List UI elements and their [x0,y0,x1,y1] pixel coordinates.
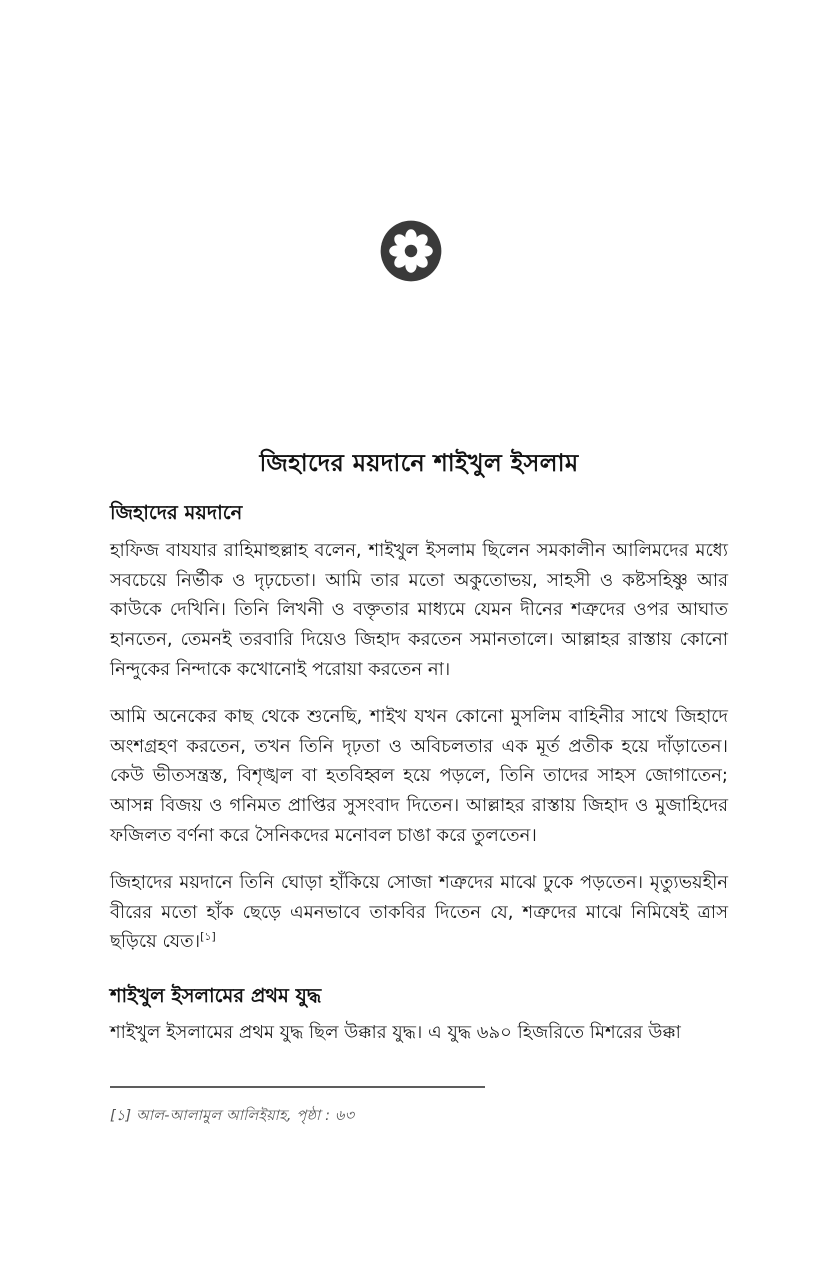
body-paragraph-text: জিহাদের ময়দানে তিনি ঘোড়া হাঁকিয়ে সোজা শত্রুদের মাঝে ঢুকে পড়তেন। মৃত্যুভয়হীন বীরের মতো হাঁক ছেড়ে এমনভাবে তাকবির দিতেন যে, শত্রুদের মাঝে নিমিষেই ত্রাস ছড়িয়ে যেত। [110,872,728,953]
footnote-reference-marker[interactable]: [১] [200,930,216,944]
footnote-area [110,1086,728,1128]
body-paragraph [110,868,728,957]
flower-wheel-ornament-icon [378,218,444,284]
ornament-container [0,218,822,284]
body-paragraph: হাফিজ বাযযার রাহিমাহুল্লাহ বলেন, শাইখুল ইসলাম ছিলেন সমকালীন আলিমদের মধ্যে সবচেয়ে নির্ভীক ও দৃঢ়চেতা। আমি তার মতো অকুতোভয়, সাহসী ও কষ্টসহিষ্ণু আর কাউকে দেখিনি। তিনি লিখনী ও বক্তৃতার মাধ্যমে যেমন দীনের শত্রুদের ওপর আঘাত হানতেন, তেমনই তরবারি দিয়েও জিহাদ করতেন সমানতালে। আল্লাহর রাস্তায় কোনো নিন্দুকের নিন্দাকে কখোনোই পরোয়া করতেন না। [110,540,728,680]
section-heading-jihader-moydane: জিহাদের ময়দানে [110,501,243,524]
page-title: জিহাদের ময়দানে শাইখুল ইসলাম [259,449,579,478]
page-content [110,498,728,1048]
body-paragraph: আমি অনেকের কাছ থেকে শুনেছি, শাইখ যখন কোনো মুসলিম বাহিনীর সাথে জিহাদে অংশগ্রহণ করতেন, তখন তিনি দৃঢ়তা ও অবিচলতার এক মূর্ত প্রতীক হয়ে দাঁড়াতেন। কেউ ভীতসন্ত্রস্ত, বিশৃঙ্খল বা হতবিহ্বল হয়ে পড়লে, তিনি তাদের সাহস জোগাতেন; আসন্ন বিজয় ও গনিমত প্রাপ্তির সুসংবাদ দিতেন। আল্লাহর রাস্তায় জিহাদ ও মুজাহিদের ফজিলত বর্ণনা করে সৈনিকদের মনোবল চাঙা করে তুলতেন। [110,706,728,846]
footnote-entry: [১] আল-আলামুল আলিইয়াহ, পৃষ্ঠা : ৬৩ [110,1108,355,1124]
footnote-separator [110,1086,485,1088]
body-paragraph: শাইখুল ইসলামের প্রথম যুদ্ধ ছিল উক্কার যুদ্ধ। এ যুদ্ধ ৬৯০ হিজরিতে মিশরের উক্কা [110,1022,681,1044]
section-heading-first-battle: শাইখুল ইসলামের প্রথম যুদ্ধ [110,983,322,1007]
